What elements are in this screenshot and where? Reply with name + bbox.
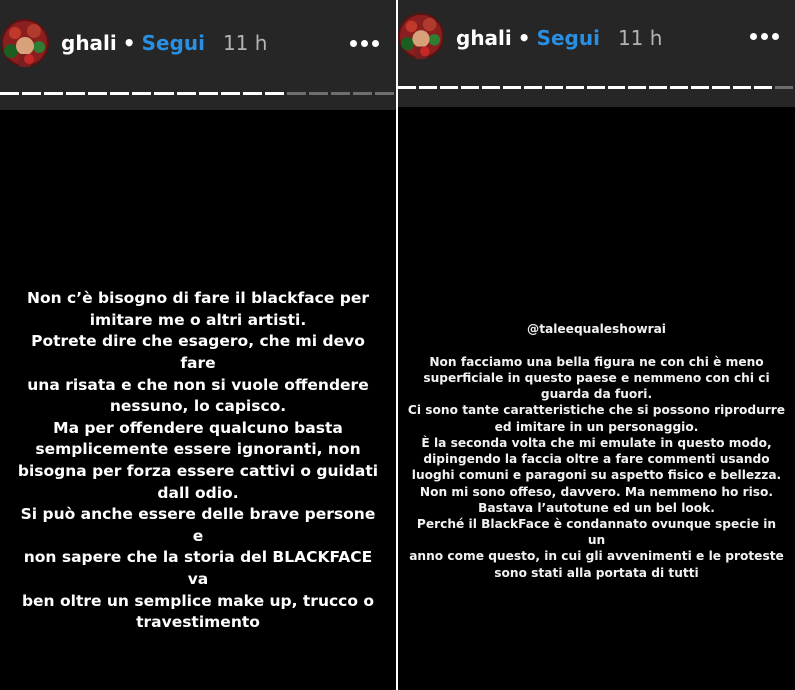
story-progress-bar [0,92,394,95]
story-meta [61,31,267,55]
progress-segment [608,86,626,89]
progress-segment [375,92,394,95]
progress-segment [712,86,730,89]
separator-dot: • [122,31,136,55]
progress-segment [649,86,667,89]
progress-segment [110,92,129,95]
story-caption: Non facciamo una bella figura ne con chi è meno superficiale in questo paese e nemmeno con chi ci guarda da fuori. Ci sono tante caratteristiche che si possono riprodurre ed imitare in un personaggio. È la seconda volta che mi emulate in questo modo, dipingendo la faccia oltre a fare commenti usando luoghi comuni e paragoni su aspetto fisico e bellezza. Non mi sono offeso, davvero. Ma nemmeno ho riso. Bastava l’autotune ed un bel look. Perché il BlackFace è condannato ovunque specie in un anno come questo, in cui gli avvenimenti e le proteste sono stati alla portata di tutti [407,354,786,580]
progress-segment [287,92,306,95]
progress-segment [461,86,479,89]
more-dot [772,33,779,40]
more-dot [761,33,768,40]
story-body [0,110,396,690]
separator-dot: • [517,26,531,50]
progress-segment [44,92,63,95]
story-body [398,107,795,690]
progress-segment [243,92,262,95]
more-options-icon[interactable] [350,40,379,47]
progress-segment [398,86,416,89]
progress-segment [265,92,284,95]
progress-segment [199,92,218,95]
story-panel-right[interactable] [398,0,795,690]
timestamp: 11 h [222,31,268,55]
progress-segment [440,86,458,89]
story-text [407,305,787,580]
more-dot [750,33,757,40]
progress-segment [733,86,751,89]
story-panel-left[interactable] [0,0,396,690]
progress-segment [88,92,107,95]
username[interactable]: ghali [61,31,117,55]
progress-segment [221,92,240,95]
progress-segment [132,92,151,95]
more-dot [372,40,379,47]
progress-segment [419,86,437,89]
follow-button[interactable]: Segui [141,31,205,55]
progress-segment [503,86,521,89]
story-meta [456,26,662,50]
progress-segment [566,86,584,89]
avatar-image [1,19,49,67]
avatar[interactable] [1,19,49,67]
story-header [398,0,795,107]
progress-segment [22,92,41,95]
progress-segment [628,86,646,89]
avatar[interactable] [398,13,444,59]
timestamp: 11 h [617,26,663,50]
username[interactable]: ghali [456,26,512,50]
follow-button[interactable]: Segui [536,26,600,50]
progress-segment [353,92,372,95]
progress-segment [587,86,605,89]
progress-segment [775,86,793,89]
progress-segment [331,92,350,95]
story-progress-bar [398,86,793,89]
more-options-icon[interactable] [750,33,779,40]
story-text: Non c’è bisogno di fare il blackface per imitare me o altri artisti. Potrete dire che esagero, che mi devo fare una risata e che non si vuole offendere nessuno, lo capisco. Ma per offendere qualcuno basta semplicemente essere ignoranti, non bisogna per forza essere cattivi o guidati dall odio. Si può anche essere delle brave persone e non sapere che la storia del BLACKFACE va ben oltre un semplice make up, trucco o travestimento [17,289,379,632]
progress-segment [177,92,196,95]
progress-segment [691,86,709,89]
progress-segment [524,86,542,89]
progress-segment [154,92,173,95]
story-header [0,0,396,110]
mention-link[interactable]: @taleequaleshowrai [527,322,666,337]
progress-segment [545,86,563,89]
progress-segment [66,92,85,95]
more-dot [350,40,357,47]
progress-segment [670,86,688,89]
progress-segment [309,92,328,95]
avatar-image [398,13,444,59]
more-dot [361,40,368,47]
progress-segment [754,86,772,89]
progress-segment [0,92,19,95]
progress-segment [482,86,500,89]
